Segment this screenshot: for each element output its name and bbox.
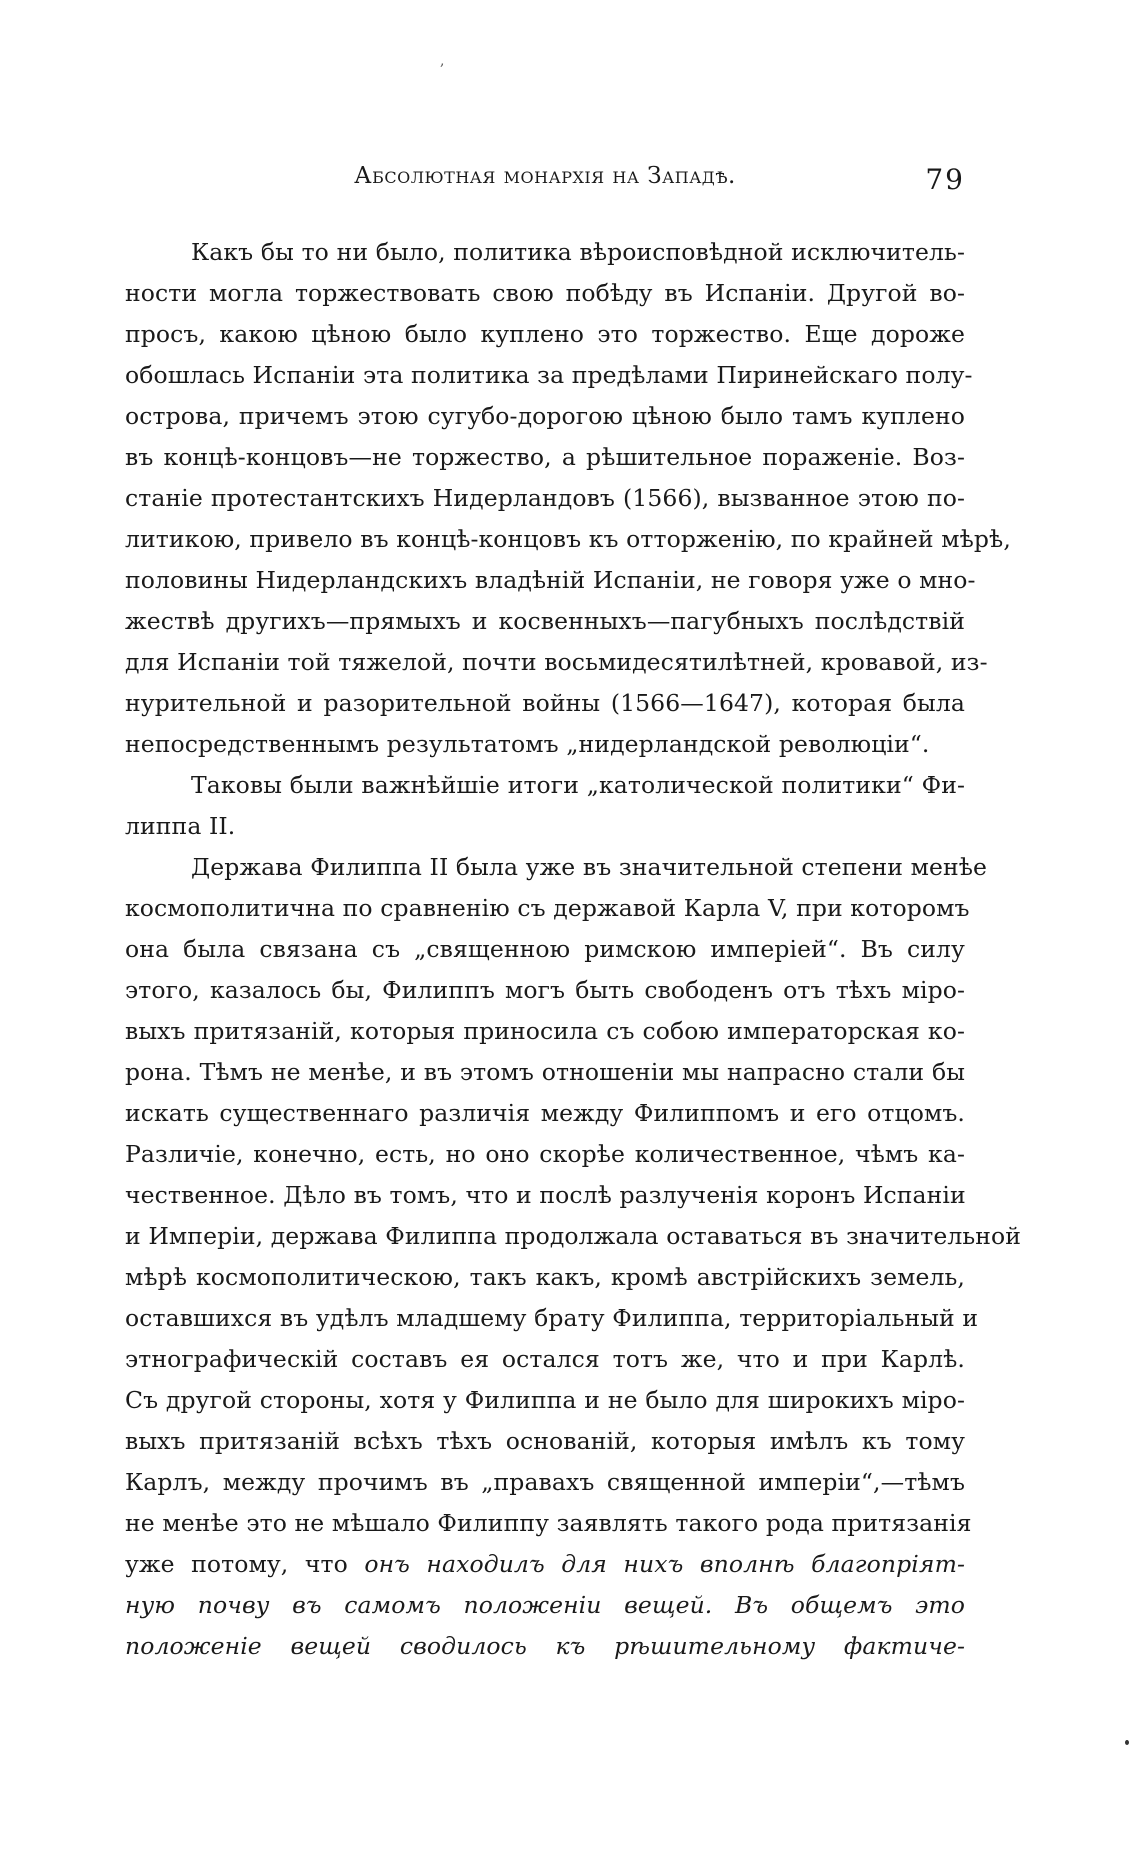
- italic-text-line: положеніе вещей сводилось къ рѣшительному фактиче-: [125, 1632, 965, 1660]
- scan-mark: ,: [440, 53, 445, 69]
- text-line: она была связана съ „священною римскою имперіей“. Въ силу: [125, 935, 965, 963]
- text-line: чественное. Дѣло въ томъ, что и послѣ разлученія коронъ Испаніи: [125, 1181, 966, 1209]
- text-line-mixed: [125, 1544, 965, 1585]
- text-line: не менѣе это не мѣшало Филиппу заявлять такого рода притязанія: [125, 1509, 972, 1537]
- text-line: литикою, привело въ концѣ-концовъ къ отторженію, по крайней мѣрѣ,: [125, 525, 1011, 553]
- running-title: Абсолютная монархія на Западѣ.: [354, 163, 736, 189]
- text-line: станіе протестантскихъ Нидерландовъ (1566), вызванное этою по-: [125, 484, 965, 512]
- text-line: для Испаніи той тяжелой, почти восьмидесятилѣтней, кровавой, из-: [125, 648, 988, 676]
- text-line: обошлась Испаніи эта политика за предѣлами Пиринейскаго полу-: [125, 361, 973, 389]
- text-line: искать существеннаго различія между Филиппомъ и его отцомъ.: [125, 1099, 965, 1127]
- text-line: непосредственнымъ результатомъ „нидерландской революціи“.: [125, 730, 930, 758]
- text-line: Держава Филиппа II была уже въ значительной степени менѣе: [191, 853, 988, 881]
- text-line: въ концѣ-концовъ—не торжество, а рѣшительное пораженіе. Воз-: [125, 443, 965, 471]
- italic-text-run: онъ находилъ для нихъ вполнѣ благопріят-: [364, 1550, 965, 1578]
- text-line: оставшихся въ удѣлъ младшему брату Филиппа, территоріальный и: [125, 1304, 979, 1332]
- text-line: Различіе, конечно, есть, но оно скорѣе количественное, чѣмъ ка-: [125, 1140, 965, 1168]
- text-line: рона. Тѣмъ не менѣе, и въ этомъ отношеніи мы напрасно стали бы: [125, 1058, 965, 1086]
- text-run: уже потому, что: [125, 1550, 365, 1578]
- page-number: 79: [925, 163, 965, 196]
- text-line: космополитична по сравненію съ державой Карла V, при которомъ: [125, 894, 970, 922]
- text-line: Карлъ, между прочимъ въ „правахъ священной имперіи“,—тѣмъ: [125, 1468, 965, 1496]
- running-head: [125, 163, 965, 203]
- text-line: и Имперіи, держава Филиппа продолжала оставаться въ значительной: [125, 1222, 1022, 1250]
- text-line: выхъ притязаній всѣхъ тѣхъ основаній, которыя имѣлъ къ тому: [125, 1427, 965, 1455]
- text-line: Какъ бы то ни было, политика вѣроисповѣдной исключитель-: [191, 238, 965, 266]
- text-line: нурительной и разорительной войны (1566—1647), которая была: [125, 689, 965, 717]
- text-line: этнографическій составъ ея остался тотъ же, что и при Карлѣ.: [125, 1345, 965, 1373]
- text-line: Таковы были важнѣйшіе итоги „католической политики“ Фи-: [191, 771, 965, 799]
- text-line: Съ другой стороны, хотя у Филиппа и не было для широкихъ міро-: [125, 1386, 965, 1414]
- text-line: жествѣ другихъ—прямыхъ и косвенныхъ—пагубныхъ послѣдствій: [125, 607, 965, 635]
- text-line: липпа II.: [125, 812, 236, 840]
- text-line: просъ, какою цѣною было куплено это торжество. Еще дороже: [125, 320, 965, 348]
- text-line: выхъ притязаній, которыя приносила съ собою императорская ко-: [125, 1017, 965, 1045]
- scan-speck: [1125, 1740, 1129, 1745]
- body-text: [125, 232, 1022, 1667]
- italic-text-line: ную почву въ самомъ положеніи вещей. Въ общемъ это: [125, 1591, 965, 1619]
- text-line: ности могла торжествовать свою побѣду въ Испаніи. Другой во-: [125, 279, 965, 307]
- text-line: этого, казалось бы, Филиппъ могъ быть свободенъ отъ тѣхъ міро-: [125, 976, 965, 1004]
- text-line: половины Нидерландскихъ владѣній Испаніи, не говоря уже о мно-: [125, 566, 976, 594]
- text-line: мѣрѣ космополитическою, такъ какъ, кромѣ австрійскихъ земель,: [125, 1263, 965, 1291]
- text-line: острова, причемъ этою сугубо-дорогою цѣною было тамъ куплено: [125, 402, 965, 430]
